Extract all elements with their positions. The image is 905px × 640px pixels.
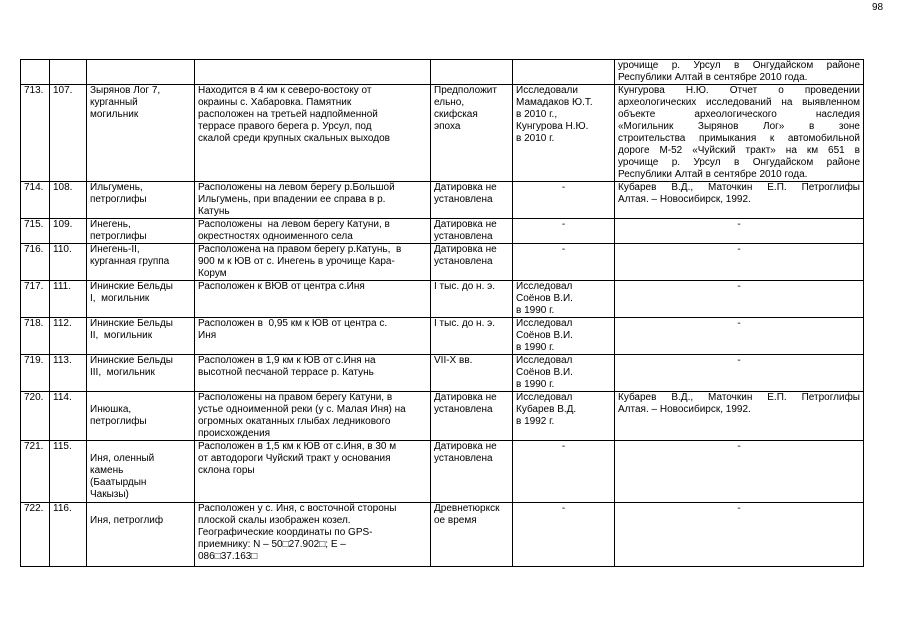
text-line: склона горы [198, 465, 255, 476]
text-line: Расположены на левом берегу р.Большой [198, 182, 395, 193]
text-line: установлена [434, 194, 493, 205]
text-line: Древнетюркск [434, 503, 500, 514]
text-line: Расположен в 1,5 км к ЮВ от с.Иня, в 30 м [198, 441, 397, 452]
empty-cell [513, 60, 615, 85]
location-cell [195, 219, 431, 244]
text-line: дороге М-52 «Чуйский тракт» на км 651 в [618, 145, 860, 156]
text-line: Инегень, [90, 219, 131, 230]
row-number-cell: 717. [21, 281, 50, 318]
text-line: I тыс. до н. э. [434, 318, 496, 329]
row-number-cell: 716. [21, 244, 50, 281]
table-row [21, 355, 864, 392]
text-line: Сoёнов В.И. [516, 367, 573, 378]
text-line: Датировка не [434, 182, 497, 193]
text-line: «Могильник Зырянов Лог» в зоне [618, 121, 860, 132]
date-cell [431, 441, 513, 503]
text-line: Расположен у с. Иня, с восточной стороны [198, 503, 397, 514]
empty-cell [21, 60, 50, 85]
text-line: Ильгумень, [90, 182, 143, 193]
name-cell [87, 441, 195, 503]
page-number: 98 [872, 2, 884, 13]
text-line: Алтая. – Новосибирск, 1992. [618, 404, 751, 415]
text-line: Кунгурова Н.Ю. [516, 121, 589, 132]
location-cell [195, 441, 431, 503]
text-line: Ининские Бельды [90, 355, 173, 366]
text-line: - [561, 244, 566, 255]
text-line: курганная группа [90, 256, 170, 267]
table-row [21, 244, 864, 281]
text-line: Инюшка, [90, 404, 132, 415]
location-cell [195, 318, 431, 355]
empty-cell [50, 60, 87, 85]
text-line: урочище р. Урсул в Онгудайском районе [618, 157, 860, 168]
text-line: Сoёнов В.И. [516, 330, 573, 341]
research-cell [513, 219, 615, 244]
text-line: I, могильник [90, 293, 150, 304]
text-line: Ильгумень, при впадении ее справа в р. [198, 194, 386, 205]
text-line: окрестностях одноименного села [198, 231, 353, 242]
source-cell [615, 318, 864, 355]
name-cell [87, 85, 195, 182]
table-row [21, 441, 864, 503]
text-line: Алтая. – Новосибирск, 1992. [618, 194, 751, 205]
sub-number-cell: 115. [50, 441, 87, 503]
text-line: - [737, 355, 741, 366]
text-line: - [561, 503, 566, 514]
text-line: - [561, 441, 566, 452]
text-line: плоской скалы изображен козел. [198, 515, 351, 526]
text-line: I тыс. до н. э. [434, 281, 496, 292]
text-line: Инегень-II, [90, 244, 140, 255]
date-cell [431, 318, 513, 355]
source-cell [615, 85, 864, 182]
text-line: Чакызы) [90, 489, 129, 500]
text-line: эпоха [434, 121, 461, 132]
location-cell [195, 85, 431, 182]
table-row [21, 85, 864, 182]
source-cell [615, 244, 864, 281]
text-line: ое время [434, 515, 477, 526]
text-line: в 2010 г. [516, 133, 555, 144]
name-cell [87, 355, 195, 392]
text-line: в 1990 г. [516, 379, 555, 390]
research-cell [513, 355, 615, 392]
research-cell [513, 85, 615, 182]
text-line: II, могильник [90, 330, 153, 341]
text-line: III, могильник [90, 367, 155, 378]
text-line: в 1990 г. [516, 342, 555, 353]
row-number-cell: 721. [21, 441, 50, 503]
date-cell [431, 244, 513, 281]
empty-cell [87, 60, 195, 85]
name-cell [87, 392, 195, 441]
sub-number-cell: 112. [50, 318, 87, 355]
source-cell [615, 441, 864, 503]
research-cell [513, 182, 615, 219]
text-line: - [737, 318, 741, 329]
text-line: - [737, 219, 741, 230]
text-line: Предположит [434, 85, 497, 96]
text-line: установлена [434, 404, 493, 415]
row-number-cell: 719. [21, 355, 50, 392]
spacer [90, 392, 191, 404]
text-line: Республики Алтай в сентябре 2010 года. [618, 169, 808, 180]
text-line: устье одноименной реки (у с. Малая Иня) на [198, 404, 406, 415]
text-line: - [737, 441, 741, 452]
text-line: высотной песчаной террасе р. Катунь [198, 367, 374, 378]
text-line: Корум [198, 268, 227, 279]
text-line: в 1992 г. [516, 416, 555, 427]
text-line: - [561, 182, 566, 193]
text-line: Исследовал [516, 355, 573, 366]
sub-number-cell: 114. [50, 392, 87, 441]
text-line: Иня [198, 330, 217, 341]
text-line: строительства примыкания к автомобильной [618, 133, 860, 144]
date-cell [431, 281, 513, 318]
location-cell [195, 503, 431, 567]
text-line: Ининские Бельды [90, 281, 173, 292]
text-line: курганный [90, 97, 138, 108]
text-line: 900 м к ЮВ от с. Инегень в урочище Кара- [198, 256, 395, 267]
date-cell [431, 182, 513, 219]
text-line: Исследовали [516, 85, 578, 96]
text-line: Мамадаков Ю.Т. [516, 97, 593, 108]
text-line: Расположены на левом берегу Катуни, в [198, 219, 390, 230]
text-line: 086□37.163□ [198, 551, 258, 562]
text-line: объекте археологического наследия [618, 109, 860, 120]
location-cell [195, 392, 431, 441]
source-cell [615, 355, 864, 392]
table-row [21, 503, 864, 567]
text-line: Расположен в 0,95 км к ЮВ от центра с. [198, 318, 388, 329]
text-line: петроглифы [90, 194, 147, 205]
name-cell [87, 244, 195, 281]
row-number-cell: 714. [21, 182, 50, 219]
location-cell [195, 244, 431, 281]
text-line: Сoёнов В.И. [516, 293, 573, 304]
text-line: VII-X вв. [434, 355, 473, 366]
research-cell [513, 441, 615, 503]
row-number-cell: 715. [21, 219, 50, 244]
text-line: Кубарев В.Д., Маточкин Е.П. Петроглифы [618, 392, 860, 403]
text-line: Кунгурова Н.Ю. Отчет о проведении [618, 85, 860, 96]
spacer [90, 441, 191, 453]
empty-cell [195, 60, 431, 85]
sub-number-cell: 110. [50, 244, 87, 281]
text-line: скалой среди крупных скальных выходов [198, 133, 390, 144]
text-line: окраины с. Хабаровка. Памятник [198, 97, 352, 108]
table-row [21, 281, 864, 318]
name-cell [87, 281, 195, 318]
date-cell [431, 355, 513, 392]
text-line: Находится в 4 км к северо-востоку от [198, 85, 372, 96]
location-cell [195, 182, 431, 219]
text-line: происхождения [198, 428, 271, 439]
text-line: Зырянов Лог 7, [90, 85, 161, 96]
text-line: в 2010 г., [516, 109, 558, 120]
text-line: Катунь [198, 206, 230, 217]
location-cell [195, 281, 431, 318]
sub-number-cell: 111. [50, 281, 87, 318]
text-line: Датировка не [434, 441, 497, 452]
name-cell [87, 182, 195, 219]
text-line: урочище р. Урсул в Онгудайском районе [618, 60, 860, 71]
text-line: Датировка не [434, 392, 497, 403]
sub-number-cell: 109. [50, 219, 87, 244]
text-line: Исследовал [516, 392, 573, 403]
text-line: - [561, 219, 566, 230]
source-cell [615, 219, 864, 244]
text-line: петроглифы [90, 231, 147, 242]
sub-number-cell: 108. [50, 182, 87, 219]
text-line: Иня, оленный [90, 453, 155, 464]
sub-number-cell: 116. [50, 503, 87, 567]
text-line: Кубарев В.Д., Маточкин Е.П. Петроглифы [618, 182, 860, 193]
table-row [21, 392, 864, 441]
date-cell [431, 85, 513, 182]
spacer [90, 503, 191, 515]
row-number-cell: 713. [21, 85, 50, 182]
text-line: Исследовал [516, 281, 573, 292]
text-line: могильник [90, 109, 139, 120]
monuments-table [20, 59, 864, 567]
text-line: Иня, петроглиф [90, 515, 164, 526]
research-cell [513, 244, 615, 281]
text-line: огромных окатанных глыбах ледникового [198, 416, 391, 427]
text-line: установлена [434, 453, 493, 464]
table-row-continuation [21, 60, 864, 85]
research-cell [513, 503, 615, 567]
table-row [21, 182, 864, 219]
text-line: расположен на третьей надпойменной [198, 109, 378, 120]
text-line: от автодороги Чуйский тракт у основания [198, 453, 391, 464]
text-line: приемнику: N – 50□27.902□; E – [198, 539, 346, 550]
source-cell [615, 60, 864, 85]
text-line: Расположена на правом берегу р.Катунь, в [198, 244, 402, 255]
name-cell [87, 318, 195, 355]
sub-number-cell: 113. [50, 355, 87, 392]
sub-number-cell: 107. [50, 85, 87, 182]
source-cell [615, 182, 864, 219]
row-number-cell: 720. [21, 392, 50, 441]
text-line: Республики Алтай в сентябре 2010 года. [618, 72, 808, 83]
table-row [21, 318, 864, 355]
text-line: Расположен в 1,9 км к ЮВ от с.Иня на [198, 355, 376, 366]
name-cell [87, 219, 195, 244]
empty-cell [431, 60, 513, 85]
research-cell [513, 281, 615, 318]
text-line: Географические координаты по GPS- [198, 527, 373, 538]
text-line: - [737, 281, 741, 292]
source-cell [615, 392, 864, 441]
text-line: скифская [434, 109, 478, 120]
text-line: Датировка не [434, 219, 497, 230]
text-line: Датировка не [434, 244, 497, 255]
name-cell [87, 503, 195, 567]
text-line: Исследовал [516, 318, 573, 329]
text-line: установлена [434, 256, 493, 267]
table-row [21, 219, 864, 244]
text-line: террасе правого берега р. Урсул, под [198, 121, 372, 132]
text-line: - [737, 244, 741, 255]
text-line: (Баатырдын [90, 477, 147, 488]
text-line: в 1990 г. [516, 305, 555, 316]
research-cell [513, 318, 615, 355]
text-line: петроглифы [90, 416, 147, 427]
text-line: археологических исследований на выявленном [618, 97, 860, 108]
research-cell [513, 392, 615, 441]
text-line: камень [90, 465, 124, 476]
text-line: Расположен к ВЮВ от центра с.Иня [198, 281, 365, 292]
date-cell [431, 392, 513, 441]
text-line: - [737, 503, 741, 514]
source-cell [615, 503, 864, 567]
date-cell [431, 503, 513, 567]
location-cell [195, 355, 431, 392]
text-line: Ининские Бельды [90, 318, 173, 329]
text-line: ельно, [434, 97, 465, 108]
source-cell [615, 281, 864, 318]
row-number-cell: 722. [21, 503, 50, 567]
date-cell [431, 219, 513, 244]
text-line: Расположены на правом берегу Катуни, в [198, 392, 393, 403]
text-line: Кубарев В.Д. [516, 404, 577, 415]
text-line: установлена [434, 231, 493, 242]
row-number-cell: 718. [21, 318, 50, 355]
